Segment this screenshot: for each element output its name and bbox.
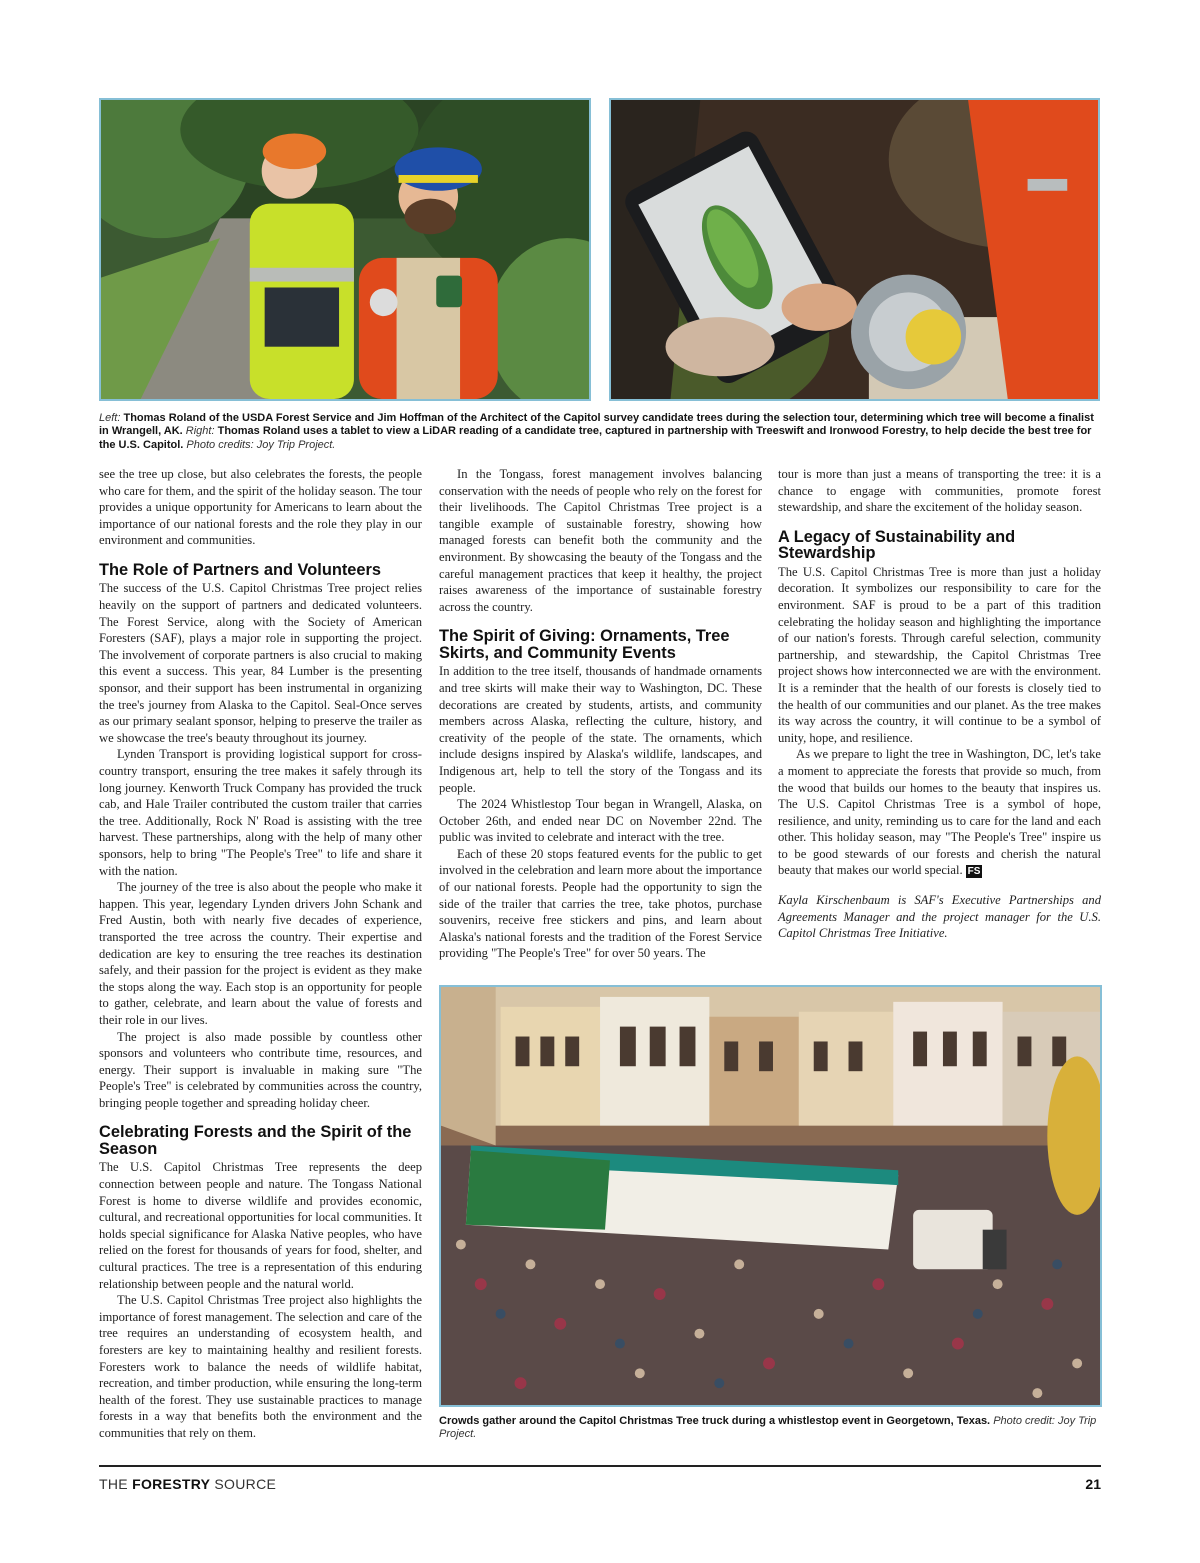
legacy-paragraph-1: The U.S. Capitol Christmas Tree is more than just a holiday decoration. It symbolizes our responsibility to care for the environment. SAF is proud to be a part of this tradition celebrating the holiday season and highlighting the importance of our nation's forests. Through careful selection, community partnership, and stewardship, the Capitol Christmas Tree project shows how interconnected we are with the environment. It is a reminder that the health of our forests is closely tied to the health of our communities and our planet. As the tree makes its way across the country, it will continue to be a symbol of unity, hope, and resilience.	[778, 564, 1101, 745]
publication-title-suffix: SOURCE	[214, 1476, 277, 1492]
tongass-paragraph: In the Tongass, forest management involves balancing conservation with the needs of people who rely on the forest for their livelihoods. The Capitol Christmas Tree project is a tangible example of sustainable forestry, showing how managed forests can benefit both the community and the environment. By showcasing the beauty of the Tongass and the careful management practices that keep it healthy, the project raises awareness of the importance of sustainable forestry across the country.	[439, 467, 762, 614]
celebrating-paragraph-1: The U.S. Capitol Christmas Tree represents the deep connection between people and nature. The Tongass National Forest is home to diverse wildlife and provides economic, cultural, and recreational opportunities for local communities. It holds special significance for Alaska Native peoples, who have relied on the forest for thousands of years for food, shelter, and cultural practices. The tree is a representation of this enduring relationship between people and the natural world.	[99, 1160, 422, 1291]
legacy-paragraph-2	[778, 746, 1101, 879]
heading-spirit-of-giving: The Spirit of Giving: Ornaments, Tree Skirts, and Community Events	[439, 627, 730, 662]
heading-celebrating-forests: Celebrating Forests and the Spirit of the Season	[99, 1123, 412, 1158]
heading-partners-volunteers: The Role of Partners and Volunteers	[99, 560, 382, 579]
giving-paragraph-1: In addition to the tree itself, thousands of handmade ornaments and tree skirts will make their way to Washington, DC. These decorations are created by students, artists, and community members across Alaska, reflecting the culture, history, and creativity of the people of the state. The ornaments, which include designs inspired by Alaska's wildlife, landscapes, and Indigenous art, help to tell the story of the Tongass and its people.	[439, 664, 762, 795]
photo-whistlestop-crowd	[439, 985, 1102, 1407]
publication-title-prefix: THE	[99, 1476, 128, 1492]
article-column-1	[99, 466, 422, 1442]
partners-paragraph-2: Lynden Transport is providing logistical support for cross-country transport, ensuring the tree makes it safely through its long journey. Kenworth Truck Company has provided the truck cab, and Hale Trailer contributed the custom trailer that carries the tree. Additionally, Rock N' Road is assisting with the tree harvest. These partnerships, along with the help of many other sponsors, help to bring "The People's Tree" to life and share it with the nation.	[99, 747, 422, 878]
footer-divider	[99, 1465, 1101, 1467]
end-of-article-mark: FS	[967, 866, 981, 878]
partners-paragraph-3: The journey of the tree is also about the people who make it happen. This year, legendary Lynden drivers John Schank and Fred Austin, both with nearly five decades of experience, transported the tree across the country. Their expertise and dedication are key to ensuring the tree reaches its destination safely, and their passion for the project is evident as they make the stops along the way. Each stop is an opportunity for people to gather, celebrate, and learn about the value of forests and their role in our lives.	[99, 880, 422, 1027]
caption-left-text: Thomas Roland of the USDA Forest Service and Jim Hoffman of the Architect of the Capitol survey candidate trees during the selection tour, determining which tree will become a finalist in Wrangell, AK.	[99, 412, 1094, 438]
partners-paragraph-4: The project is also made possible by countless other sponsors and volunteers who contribute time, resources, and energy. Their support is invaluable in making sure "The People's Tree" is celebrated by communities across the country, bringing people together and spreading holiday cheer.	[99, 1029, 422, 1110]
bottom-caption-credit: Photo credit: Joy Trip Project.	[439, 1415, 1097, 1441]
caption-left-label: Left:	[99, 412, 121, 424]
giving-paragraph-2: The 2024 Whistlestop Tour began in Wrangell, Alaska, on October 26th, and ended near DC on November 22nd. The public was invited to celebrate and interact with the tree.	[439, 797, 762, 845]
caption-right-text: Thomas Roland uses a tablet to view a LiDAR reading of a candidate tree, captured in partnership with Treeswift and Ironwood Forestry, to help decide the best tree for the U.S. Capitol.	[99, 425, 1092, 451]
page-number: 21	[1085, 1476, 1101, 1492]
caption-photo-credit: Photo credits: Joy Trip Project.	[186, 438, 336, 451]
caption-right-label: Right:	[185, 425, 215, 438]
celebrating-paragraph-2: The U.S. Capitol Christmas Tree project also highlights the importance of forest management. The selection and care of the tree requires an understanding of ecosystem health, and foresters are key to maintaining healthy and resilient forests. Foresters work to balance the needs of wildlife habitat, recreation, and timber production, while ensuring the long-term health of the forest. They use sustainable practices to manage forests in a way that benefits both the environment and the communities that rely on them.	[99, 1293, 422, 1440]
article-column-3	[778, 466, 1101, 942]
legacy-paragraph-2-text: As we prepare to light the tree in Washington, DC, let's take a moment to appreciate the forests that provide so much, from the wood that builds our homes to the beauty that inspires us. The U.S. Capitol Christmas Tree is a symbol of hope, resilience, and unity, reminding us to care for the land and each other. This holiday season, may "The People's Tree" inspire us to be good stewards of our forests and cherish the natural beauty that makes our world special.	[778, 747, 1101, 878]
publication-title	[99, 1476, 276, 1492]
publication-title-bold: FORESTRY	[132, 1476, 211, 1492]
photo-foresters-survey	[99, 98, 591, 401]
col3-intro-paragraph: tour is more than just a means of transporting the tree: it is a chance to engage with communities, promote forest stewardship, and share the excitement of the holiday season.	[778, 467, 1101, 515]
article-column-2	[439, 466, 762, 962]
heading-legacy-sustainability: A Legacy of Sustainability and Stewardship	[778, 527, 1016, 563]
bottom-caption-text: Crowds gather around the Capitol Christmas Tree truck during a whistlestop event in Georgetown, Texas.	[439, 1415, 991, 1427]
author-byline: Kayla Kirschenbaum is SAF's Executive Partnerships and Agreements Manager and the project manager for the U.S. Capitol Christmas Tree Initiative.	[778, 893, 1101, 941]
col1-intro-paragraph: see the tree up close, but also celebrates the forests, the people who care for them, and the spirit of the holiday season. The tour provides a unique opportunity for Americans to learn about the importance of our national forests and the role they play in our environment and communities.	[99, 467, 422, 548]
giving-paragraph-3: Each of these 20 stops featured events for the public to get involved in the celebration and learn more about the importance of our national forests. People had the opportunity to sign the side of the trailer that carries the tree, take photos, purchase souvenirs, receive free stickers and pins, and learn about Alaska's national forests and the tradition of the Forest Service providing "The People's Tree" for over 50 years. The	[439, 846, 762, 961]
bottom-photo-caption	[439, 1415, 1102, 1442]
top-photo-caption	[99, 412, 1101, 452]
photo-tablet-lidar	[609, 98, 1100, 401]
partners-paragraph-1: The success of the U.S. Capitol Christmas Tree project relies heavily on the support of partners and dedicated volunteers. The Forest Service, along with the Society of American Foresters (SAF), plays a major role in supporting the project. The involvement of corporate partners is also crucial to making this event a success. This year, 84 Lumber is the presenting sponsor, and their support has been instrumental in organizing the tree's journey from Alaska to the Capitol. Seal-Once serves as our primary sealant sponsor, helping to preserve the trailer as we showcase the tree's beauty throughout its journey.	[99, 581, 422, 745]
